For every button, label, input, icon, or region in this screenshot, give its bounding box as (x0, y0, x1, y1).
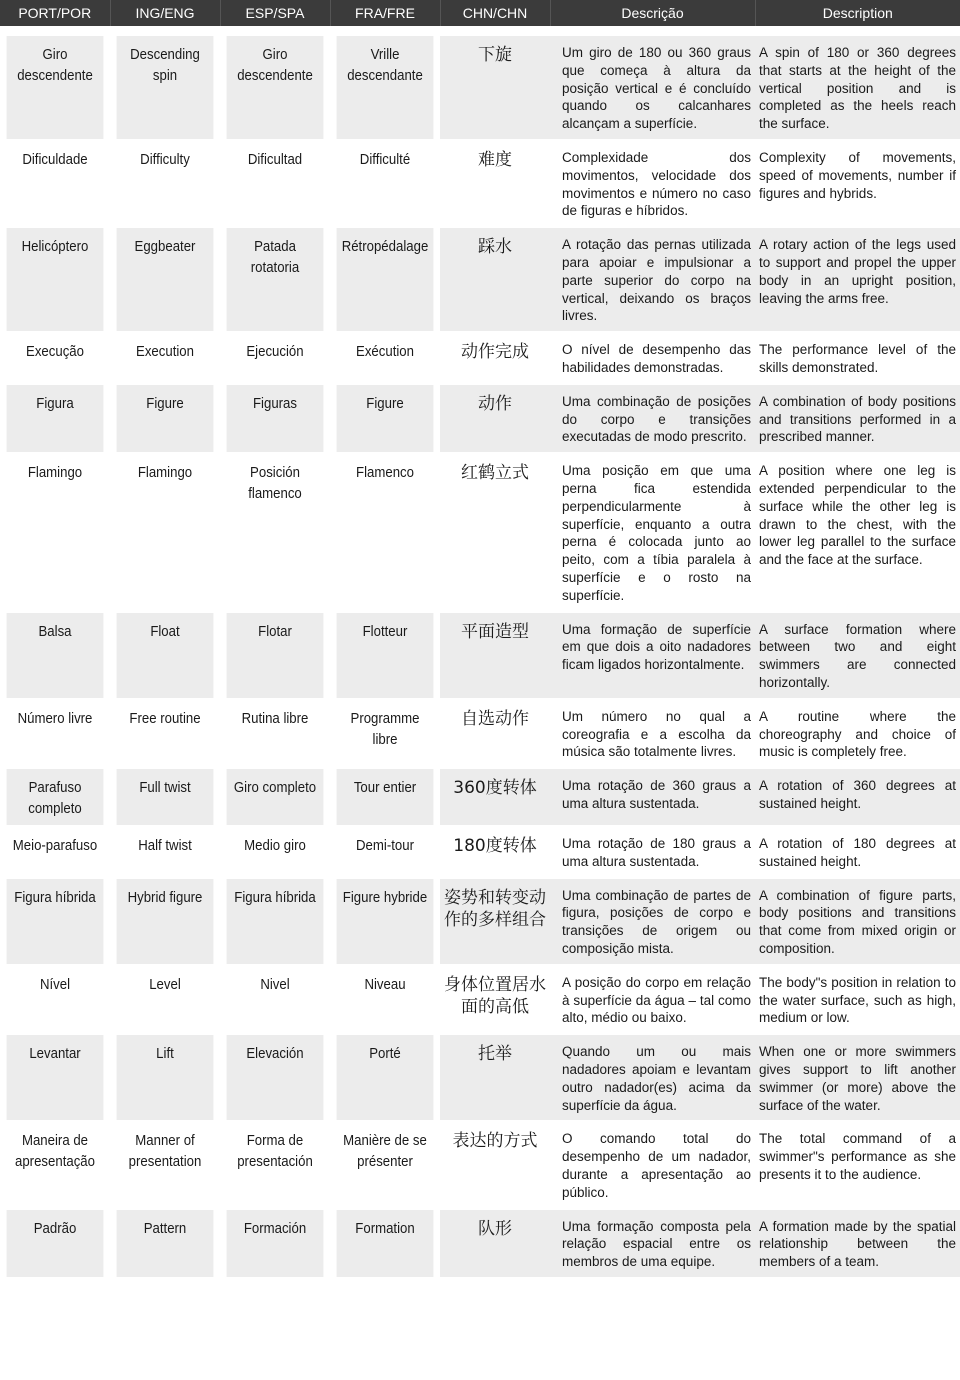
term-eng: Figure (117, 384, 214, 453)
table-row (0, 453, 960, 611)
term-por: Balsa (7, 612, 104, 699)
table-row (0, 227, 960, 332)
term-eng: Half twist (117, 826, 214, 878)
term-chn: 表达的方式 (440, 1121, 550, 1208)
table-row (0, 826, 960, 878)
term-por: Maneira de apresentação (7, 1121, 104, 1208)
table-row (0, 965, 960, 1034)
term-por: Figura (7, 384, 104, 453)
term-fra: Programme libre (337, 699, 434, 768)
term-spa: Figura híbrida (227, 878, 324, 965)
term-eng: Manner of presentation (117, 1121, 214, 1208)
table-row (0, 878, 960, 965)
term-fra: Porté (337, 1034, 434, 1121)
term-eng: Pattern (117, 1209, 214, 1278)
term-eng: Hybrid figure (117, 878, 214, 965)
description-pt: A rotação das pernas utilizada para apoiar e impulsionar a parte superior do corpo na vertical, deixando os braços livres. (550, 227, 755, 332)
term-fra: Figure (337, 384, 434, 453)
description-pt: Quando um ou mais nadadores apoiam e levantam outro nadador(es) acima da superfície da água. (550, 1034, 755, 1121)
description-en: A routine where the choreography and choice of music is completely free. (755, 699, 960, 768)
term-por: Flamingo (7, 453, 104, 611)
term-por: Nível (7, 965, 104, 1034)
term-chn: 平面造型 (440, 612, 550, 699)
table-row (0, 612, 960, 699)
description-pt: A posição do corpo em relação à superfície da água – tal como alto, médio ou baixo. (550, 965, 755, 1034)
header-desc-en: Description (755, 0, 960, 26)
term-fra: Flamenco (337, 453, 434, 611)
description-pt: Uma rotação de 360 graus a uma altura sustentada. (550, 768, 755, 826)
term-fra: Niveau (337, 965, 434, 1034)
table-row (0, 768, 960, 826)
description-en: A formation made by the spatial relationship between the members of a team. (755, 1209, 960, 1278)
term-fra: Difficulté (337, 140, 434, 227)
description-en: The total command of a swimmer"s performance as she presents it to the audience. (755, 1121, 960, 1208)
term-chn: 自选动作 (440, 699, 550, 768)
term-chn: 身体位置居水面的高低 (440, 965, 550, 1034)
description-en: A combination of figure parts, body positions and transitions that come from mixed origin or composition. (755, 878, 960, 965)
header-desc-pt: Descrição (550, 0, 755, 26)
description-en: The body"s position in relation to the water surface, such as high, medium or low. (755, 965, 960, 1034)
term-fra: Rétropédalage (337, 227, 434, 332)
term-spa: Dificultad (227, 140, 324, 227)
header-fra: FRA/FRE (330, 0, 440, 26)
term-eng: Lift (117, 1034, 214, 1121)
description-pt: Complexidade dos movimentos, velocidade dos movimentos e número no caso de figuras e híbridos. (550, 140, 755, 227)
table-row (0, 384, 960, 453)
term-spa: Medio giro (227, 826, 324, 878)
term-spa: Ejecución (227, 332, 324, 384)
term-chn: 踩水 (440, 227, 550, 332)
description-en: A rotary action of the legs used to support and propel the upper body in an upright position, leaving the arms free. (755, 227, 960, 332)
term-por: Padrão (7, 1209, 104, 1278)
table-row (0, 1121, 960, 1208)
term-spa: Nivel (227, 965, 324, 1034)
term-chn: 360度转体 (440, 768, 550, 826)
description-en: A position where one leg is extended perpendicular to the surface while the other leg is drawn to the chest, with the lower leg parallel to the surface and the face at the surface. (755, 453, 960, 611)
description-en: A rotation of 360 degrees at sustained height. (755, 768, 960, 826)
table-row (0, 36, 960, 140)
term-eng: Full twist (117, 768, 214, 826)
table-row (0, 332, 960, 384)
term-chn: 姿势和转变动作的多样组合 (440, 878, 550, 965)
description-en: A spin of 180 or 360 degrees that starts at the height of the vertical position and is completed as the heels reach the surface. (755, 36, 960, 140)
term-fra: Manière de se présenter (337, 1121, 434, 1208)
description-pt: O comando total do desempenho de um nadador, durante a apresentação ao público. (550, 1121, 755, 1208)
description-en: The performance level of the skills demonstrated. (755, 332, 960, 384)
header-por: PORT/POR (0, 0, 110, 26)
term-por: Levantar (7, 1034, 104, 1121)
term-spa: Formación (227, 1209, 324, 1278)
description-pt: Um giro de 180 ou 360 graus que começa à altura da posição vertical e é concluído quando os calcanhares alcançam a superfície. (550, 36, 755, 140)
term-fra: Demi-tour (337, 826, 434, 878)
term-por: Parafuso completo (7, 768, 104, 826)
term-spa: Giro descendente (227, 36, 324, 140)
term-spa: Elevación (227, 1034, 324, 1121)
description-en: Complexity of movements, speed of movements, number if figures and hybrids. (755, 140, 960, 227)
term-por: Figura híbrida (7, 878, 104, 965)
description-pt: Uma rotação de 180 graus a uma altura sustentada. (550, 826, 755, 878)
term-spa: Rutina libre (227, 699, 324, 768)
term-por: Execução (7, 332, 104, 384)
term-chn: 难度 (440, 140, 550, 227)
header-eng: ING/ENG (110, 0, 220, 26)
term-fra: Vrille descendante (337, 36, 434, 140)
term-por: Dificuldade (7, 140, 104, 227)
term-chn: 动作 (440, 384, 550, 453)
term-eng: Difficulty (117, 140, 214, 227)
table-row (0, 699, 960, 768)
table-row (0, 1034, 960, 1121)
term-spa: Patada rotatoria (227, 227, 324, 332)
term-por: Meio-parafuso (7, 826, 104, 878)
term-eng: Descending spin (117, 36, 214, 140)
term-chn: 托举 (440, 1034, 550, 1121)
term-spa: Figuras (227, 384, 324, 453)
term-por: Número livre (7, 699, 104, 768)
description-en: When one or more swimmers gives support to lift another swimmer (or more) above the surface of the water. (755, 1034, 960, 1121)
term-por: Giro descendente (7, 36, 104, 140)
description-pt: Uma combinação de posições do corpo e transições executadas de modo prescrito. (550, 384, 755, 453)
term-eng: Flamingo (117, 453, 214, 611)
term-spa: Giro completo (227, 768, 324, 826)
description-pt: O nível de desempenho das habilidades demonstradas. (550, 332, 755, 384)
description-pt: Uma combinação de partes de figura, posições de corpo e transições de origem ou composição mista. (550, 878, 755, 965)
term-por: Helicóptero (7, 227, 104, 332)
description-pt: Uma formação de superfície em que dois a oito nadadores ficam ligados horizontalmente. (550, 612, 755, 699)
term-fra: Exécution (337, 332, 434, 384)
term-fra: Flotteur (337, 612, 434, 699)
term-chn: 动作完成 (440, 332, 550, 384)
header-spa: ESP/SPA (220, 0, 330, 26)
term-eng: Float (117, 612, 214, 699)
term-chn: 180度转体 (440, 826, 550, 878)
description-pt: Um número no qual a coreografia e a escolha da música são totalmente livres. (550, 699, 755, 768)
header-chn: CHN/CHN (440, 0, 550, 26)
term-eng: Eggbeater (117, 227, 214, 332)
term-spa: Posición flamenco (227, 453, 324, 611)
term-chn: 红鹤立式 (440, 453, 550, 611)
description-en: A combination of body positions and transitions performed in a prescribed manner. (755, 384, 960, 453)
term-spa: Forma de presentación (227, 1121, 324, 1208)
term-fra: Tour entier (337, 768, 434, 826)
table-row (0, 140, 960, 227)
term-chn: 下旋 (440, 36, 550, 140)
description-en: A rotation of 180 degrees at sustained height. (755, 826, 960, 878)
term-eng: Free routine (117, 699, 214, 768)
term-spa: Flotar (227, 612, 324, 699)
term-fra: Figure hybride (337, 878, 434, 965)
description-pt: Uma formação composta pela relação espacial entre os membros de uma equipe. (550, 1209, 755, 1278)
term-eng: Level (117, 965, 214, 1034)
description-pt: Uma posição em que uma perna fica estendida perpendicularmente à superfície, enquanto a outra perna é colocada junto ao peito, com a tíbia paralela à superfície e o rosto na superfície. (550, 453, 755, 611)
header-row (0, 0, 960, 26)
term-chn: 队形 (440, 1209, 550, 1278)
term-eng: Execution (117, 332, 214, 384)
description-en: A surface formation where between two and eight swimmers are connected horizontally. (755, 612, 960, 699)
table-row (0, 1209, 960, 1278)
term-fra: Formation (337, 1209, 434, 1278)
